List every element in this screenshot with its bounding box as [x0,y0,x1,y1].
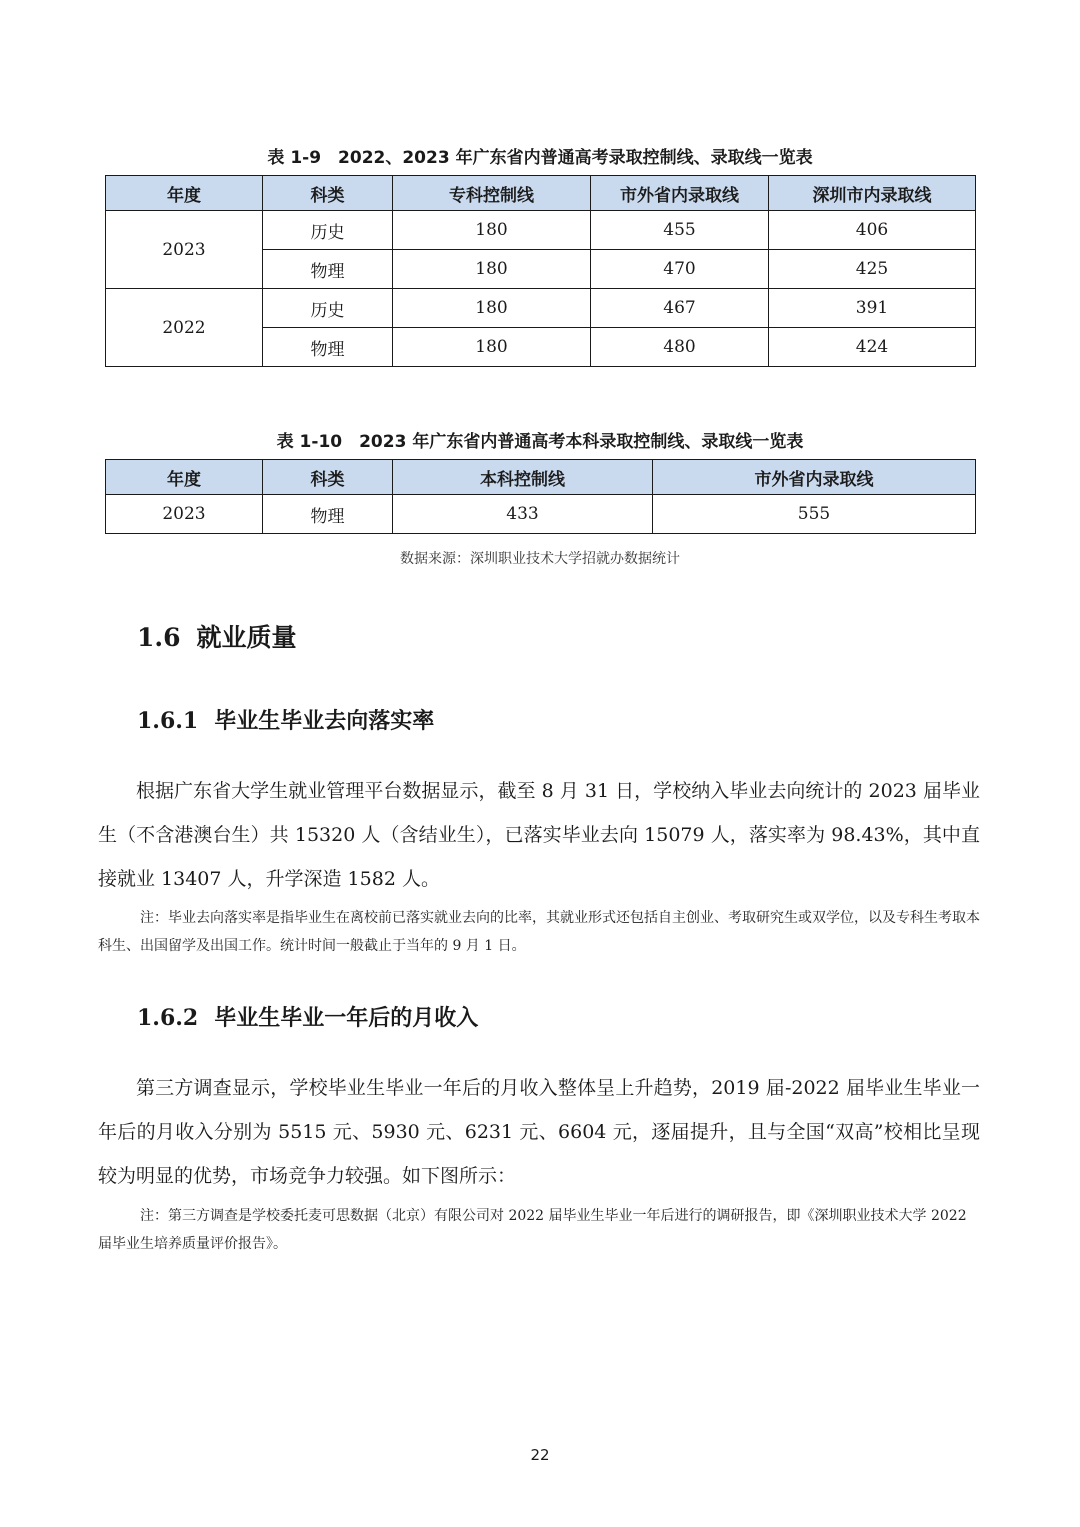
control-cell: 180 [393,250,591,289]
outside-cell: 470 [591,250,769,289]
header-control-line: 专科控制线 [393,176,591,211]
year-cell: 2023 [106,495,263,534]
section-number: 1.6 [137,623,181,652]
subsection-number: 1.6.1 [137,708,199,734]
control-cell: 180 [393,328,591,367]
table-1-9 [105,175,976,367]
outside-cell: 555 [653,495,976,534]
year-cell: 2022 [106,289,263,367]
header-outside-city-line: 市外省内录取线 [653,460,976,495]
subject-cell: 历史 [263,289,393,328]
table-1-10-caption: 表 1-10 2023 年广东省内普通高考本科录取控制线、录取线一览表 [276,432,804,452]
year-cell: 2023 [106,211,263,289]
outside-cell: 455 [591,211,769,250]
table-row [106,495,976,534]
page-number: 22 [530,1446,550,1464]
control-cell: 180 [393,211,591,250]
subsection-heading-1-6-2 [137,1001,478,1032]
header-inside-city-line: 深圳市内录取线 [769,176,976,211]
footnote-monthly-income: 注：第三方调查是学校委托麦可思数据（北京）有限公司对 2022 届毕业生毕业一年后进行的调研报告，即《深圳职业技术大学 2022 届毕业生培养质量评价报告》。 [98,1208,967,1252]
subject-cell: 物理 [263,495,393,534]
subsection-heading-1-6-1 [137,704,434,735]
table-row [106,211,976,250]
paragraph-monthly-income: 第三方调查显示，学校毕业生毕业一年后的月收入整体呈上升趋势，2019 届-2022 届毕业生毕业一年后的月收入分别为 5515 元、5930 元、6231 元、6604 元，逐届提升，且与全国“双高”校相比呈现较为明显的优势，市场竞争力较强。如下图所示： [98,1077,980,1187]
table-header-row [106,460,976,495]
section-title: 就业质量 [196,623,297,652]
footnote-placement-rate: 注：毕业去向落实率是指毕业生在离校前已落实就业去向的比率，其就业形式还包括自主创业、考取研究生或双学位，以及专科生考取本科生、出国留学及出国工作。统计时间一般截止于当年的 9 月 1 日。 [98,910,980,954]
header-subject: 科类 [263,460,393,495]
subject-cell: 历史 [263,211,393,250]
control-cell: 433 [393,495,653,534]
table-row [106,289,976,328]
subsection-title: 毕业生毕业去向落实率 [214,709,435,734]
paragraph-placement-rate: 根据广东省大学生就业管理平台数据显示，截至 8 月 31 日，学校纳入毕业去向统计的 2023 届毕业生（不含港澳台生）共 15320 人（含结业生），已落实毕业去向 15079 人，落实率为 98.43%，其中直接就业 13407 人，升学深造 1582 人。 [98,780,980,890]
subsection-title: 毕业生毕业一年后的月收入 [214,1006,479,1031]
table-1-9-caption: 表 1-9 2022、2023 年广东省内普通高考录取控制线、录取线一览表 [267,148,813,168]
subject-cell: 物理 [263,328,393,367]
inside-cell: 424 [769,328,976,367]
header-outside-city-line: 市外省内录取线 [591,176,769,211]
outside-cell: 467 [591,289,769,328]
header-year: 年度 [106,460,263,495]
inside-cell: 406 [769,211,976,250]
outside-cell: 480 [591,328,769,367]
header-subject: 科类 [263,176,393,211]
section-heading [137,618,297,654]
header-undergrad-control-line: 本科控制线 [393,460,653,495]
subject-cell: 物理 [263,250,393,289]
control-cell: 180 [393,289,591,328]
subsection-number: 1.6.2 [137,1005,199,1031]
table-1-10 [105,459,976,534]
header-year: 年度 [106,176,263,211]
inside-cell: 425 [769,250,976,289]
data-source-note: 数据来源：深圳职业技术大学招就办数据统计 [400,551,680,567]
table-header-row [106,176,976,211]
inside-cell: 391 [769,289,976,328]
